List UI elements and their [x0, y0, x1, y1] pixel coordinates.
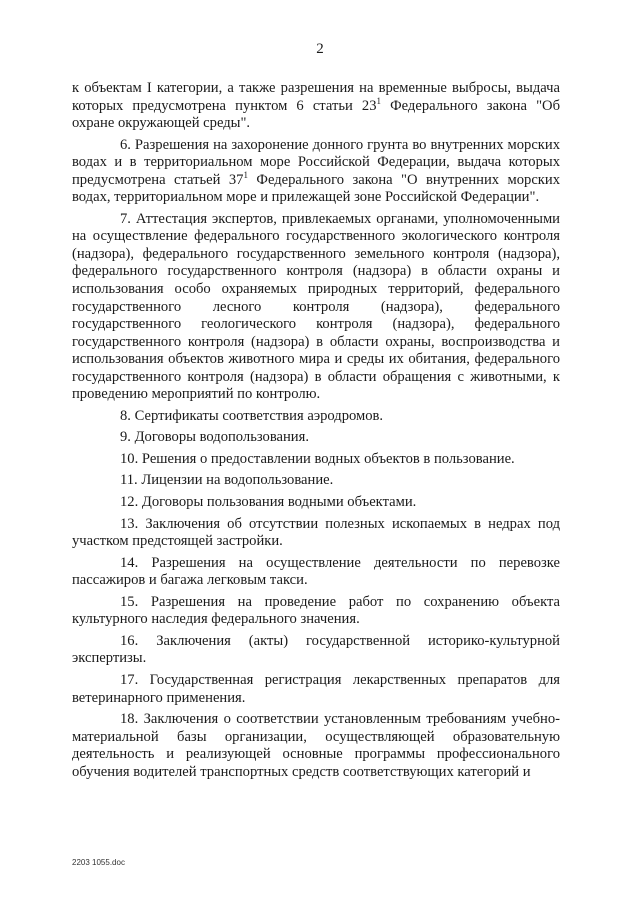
page-number: 2: [316, 41, 324, 57]
paragraph-12: 12. Договоры пользования водными объектами.: [120, 494, 417, 511]
superscript: 1: [243, 169, 248, 180]
paragraph-5-continuation: [72, 80, 560, 133]
paragraph-text: Федерального закона "Об охране окружающей среды".: [72, 97, 560, 132]
paragraph-text: Федерального закона "О внутренних морских водах, территориальном море и прилежащей зоне Российской Федерации".: [72, 171, 560, 206]
paragraph-9: 9. Договоры водопользования.: [120, 429, 309, 446]
paragraph-16: 16. Заключения (акты) государственной историко-культурной экспертизы.: [72, 632, 560, 667]
paragraph-text: к объектам I категории, а также разрешения на временные выбросы, выдача которых предусмотрена пунктом 6 статьи 23: [72, 80, 560, 114]
paragraph-15: 15. Разрешения на проведение работ по сохранению объекта культурного наследия федерального значения.: [72, 593, 560, 628]
paragraph-11: 11. Лицензии на водопользование.: [120, 472, 334, 489]
paragraph-10: 10. Решения о предоставлении водных объектов в пользование.: [120, 450, 515, 467]
paragraph-18: 18. Заключения о соответствии установленным требованиям учебно-материальной базы организации, осуществляющей образовательную деятельность и реализующей основные программы профессионального обучения водителей транспортных средств соответствующих категорий и: [72, 711, 560, 780]
paragraph-text: 6. Разрешения на захоронение донного грунта во внутренних морских водах и в территориальном море Российской Федерации, выдача которых предусмотрена статьей 37: [72, 136, 560, 188]
paragraph-7: 7. Аттестация экспертов, привлекаемых органами, уполномоченными на осуществление федерального государственного экологического контроля (надзора), федерального государственного земельного контроля (надзора), федерального государственного контроля (надзора) в области охраны и использования особо охраняемых природных территорий, федерального государственного лесного контроля (надзора), федерального государственного геологического контроля (надзора), федерального государственного контроля (надзора) в области охраны, воспроизводства и использования объектов животного мира и среды их обитания, федерального государственного контроля (надзора) в области обращения с животными, к проведению мероприятий по контролю.: [72, 210, 560, 403]
paragraph-14: 14. Разрешения на осуществление деятельности по перевозке пассажиров и багажа легковым такси.: [72, 554, 560, 589]
paragraph-13: 13. Заключения об отсутствии полезных ископаемых в недрах под участком предстоящей застройки.: [72, 515, 560, 550]
paragraph-17: 17. Государственная регистрация лекарственных препаратов для ветеринарного применения.: [72, 671, 560, 706]
superscript: 1: [376, 95, 382, 106]
paragraph-8: 8. Сертификаты соответствия аэродромов.: [120, 407, 384, 424]
footer-filename: 2203 1055.doc: [72, 858, 125, 867]
paragraph-6: [72, 137, 560, 207]
document-body: [72, 80, 560, 785]
